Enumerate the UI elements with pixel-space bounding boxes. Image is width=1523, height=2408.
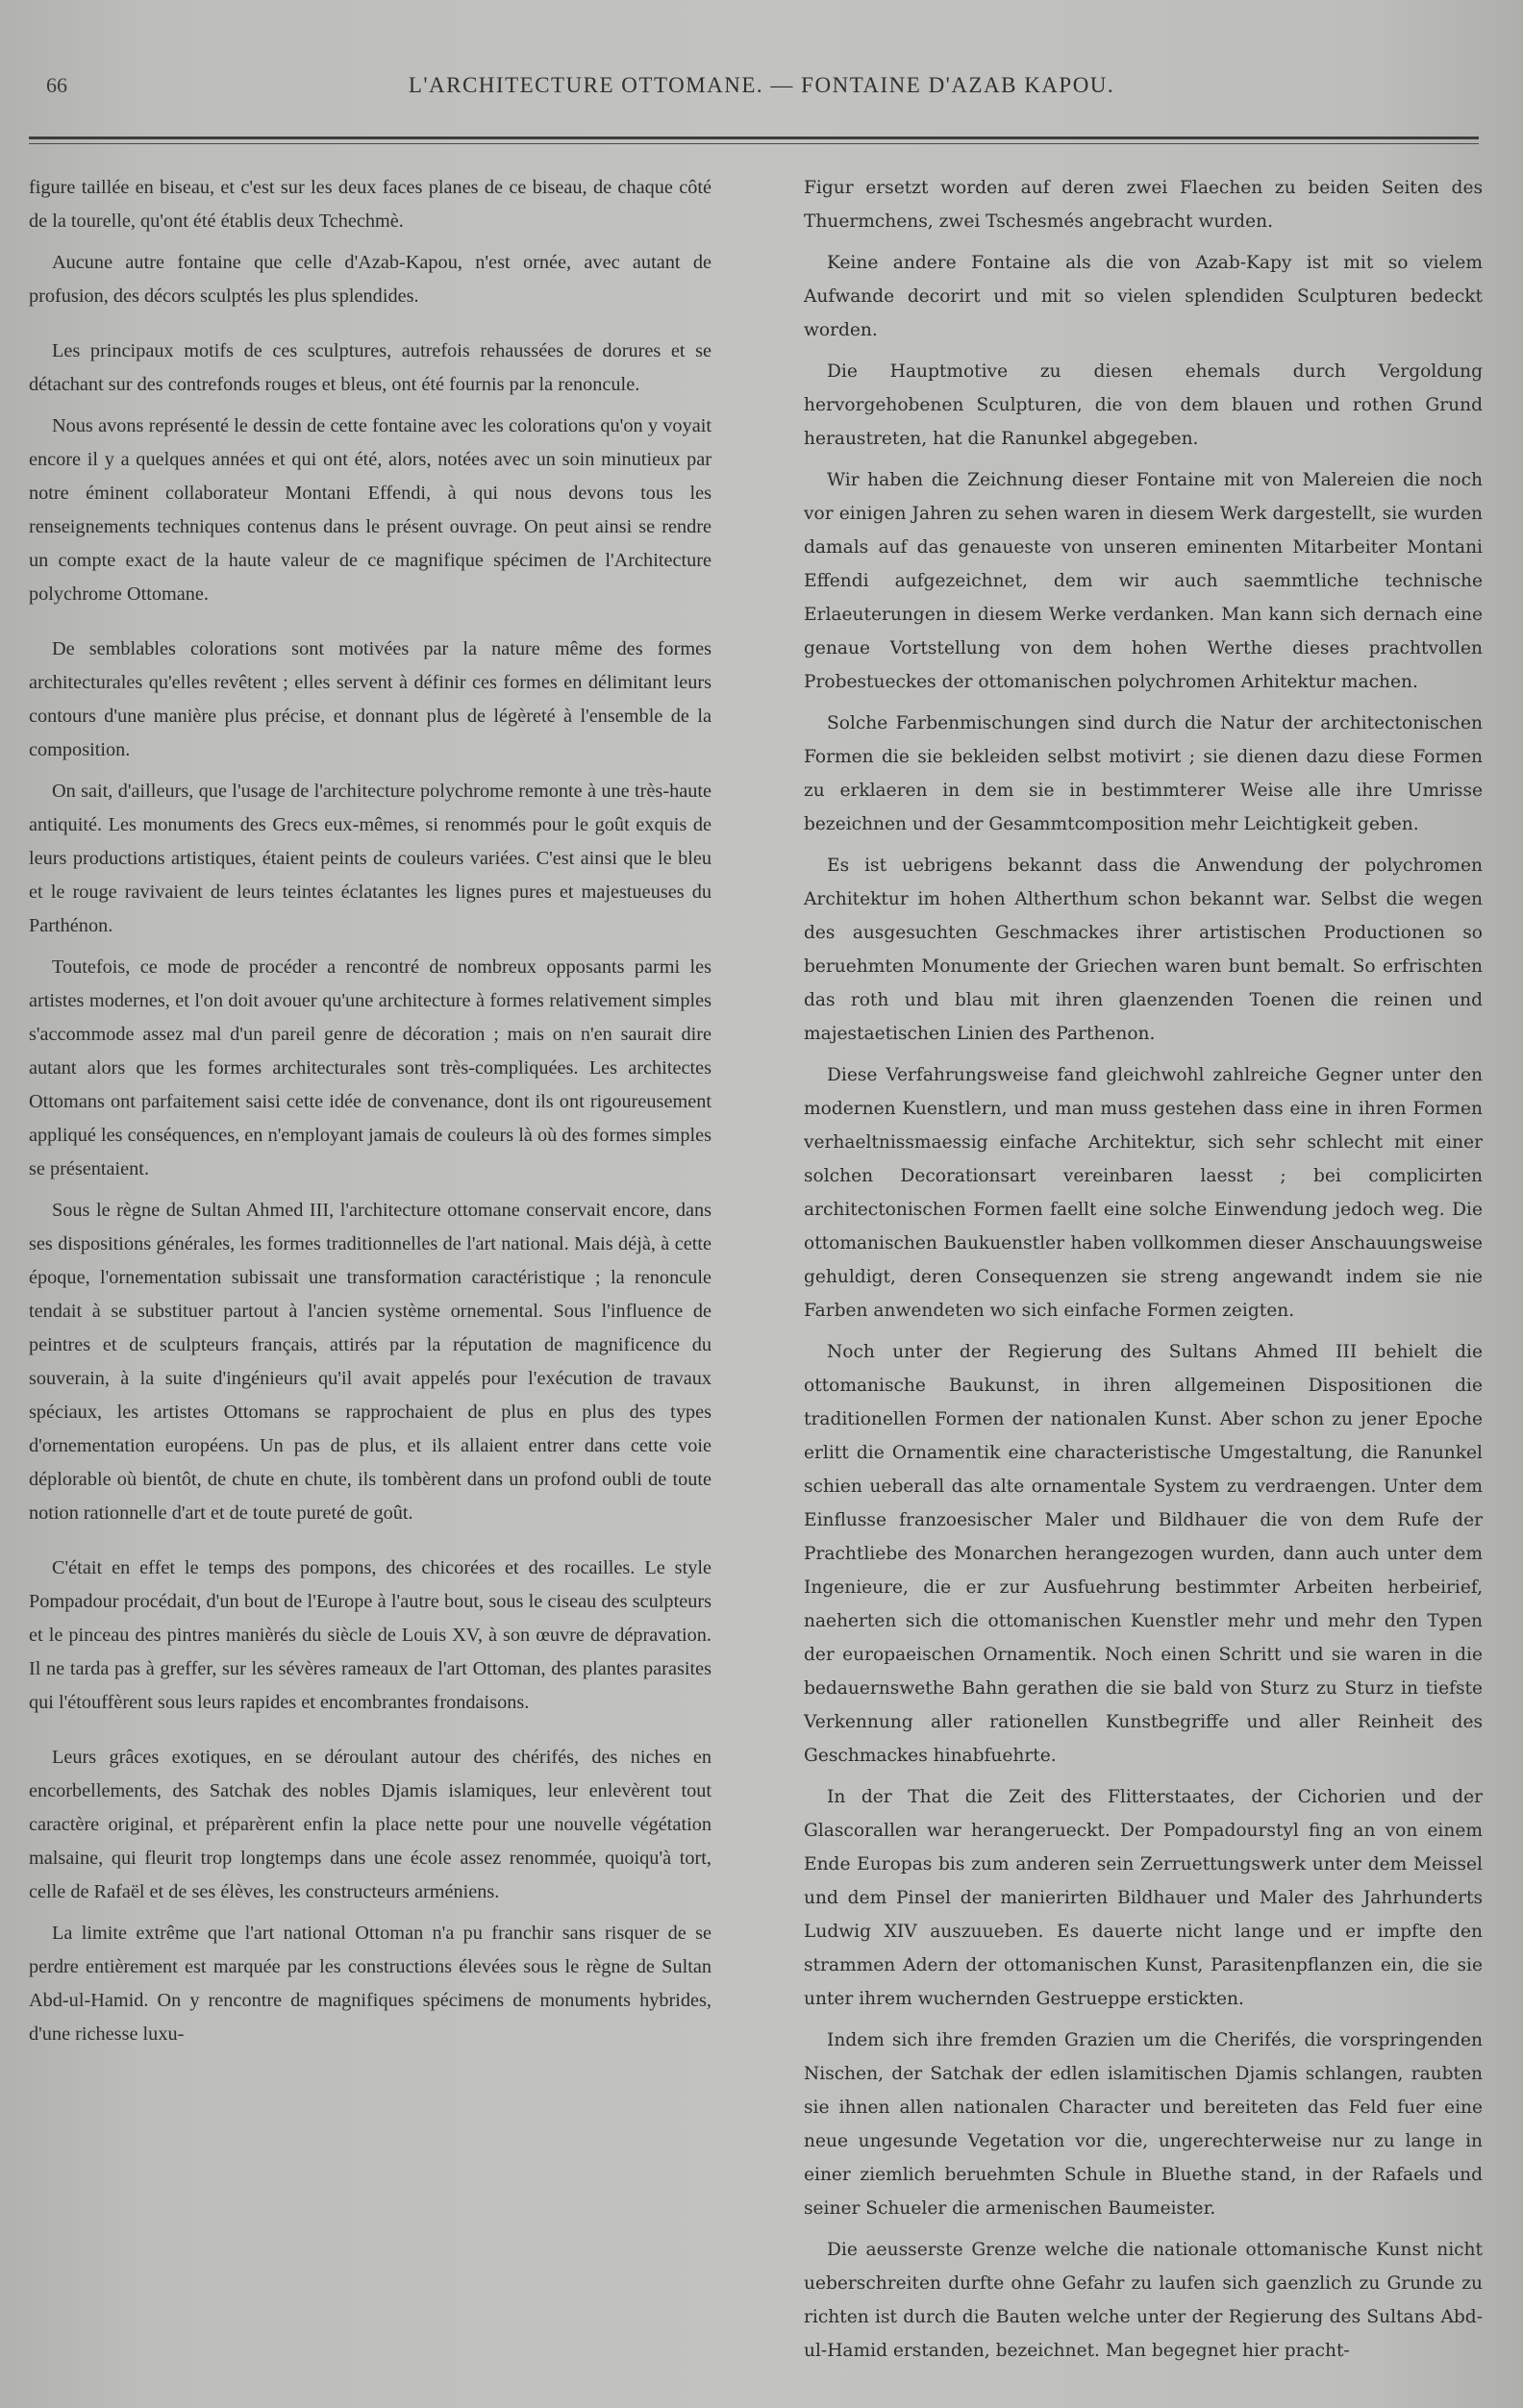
paragraph: Nous avons représenté le dessin de cette fontaine avec les colorations qu'on y voyait encore il y a quelques années et qui ont été, alors, notées avec un soin minutieux par notre éminent collaborateur Montani Effendi, à qui nous devons tous les renseignements techniques contenus dans le présent ouvrage. On peut ainsi se rendre un compte exact de la haute valeur de ce magnifique spécimen de l'Architecture polychrome Ottomane. [29,415,712,605]
paragraph: Les principaux motifs de ces sculptures, autrefois rehaussées de dorures et se détachant sur des contrefonds rouges et bleus, ont été fournis par la renoncule. [29,340,712,395]
french-column [29,171,712,2059]
paragraph: Diese Verfahrungsweise fand gleichwohl zahlreiche Gegner unter den modernen Kuenstlern, und man muss gestehen dass eine in ihren Formen verhaeltnissmaessig einfache Architektur, sich sehr schlecht mit einer solchen Decorationsart vereinbaren laesst ; bei complicirten architectonischen Formen faellt eine solche Einwendung jedoch weg. Die ottomanischen Baukuenstler haben vollkommen dieser Anschauungsweise gehuldigt, deren Consequenzen sie streng angewandt indem sie nie Farben anwendeten wo sich einfache Formen zeigten. [804,1065,1483,1321]
paragraph: Es ist uebrigens bekannt dass die Anwendung der polychromen Architektur im hohen Altherthum schon bekannt war. Selbst die wegen des ausgesuchten Geschmackes ihrer artistischen Productionen so beruehmten Monumente der Griechen waren bunt bemalt. So erfrischten das roth und blau mit ihren glaenzenden Toenen die reinen und majestaetischen Linien des Parthenon. [804,856,1483,1044]
paragraph: La limite extrême que l'art national Ottoman n'a pu franchir sans risquer de se perdre entièrement est marquée par les constructions élevées sous le règne de Sultan Abd-ul-Hamid. On y rencontre de magnifiques spécimens de monuments hybrides, d'une richesse luxu- [29,1923,712,2045]
paragraph: Keine andere Fontaine als die von Azab-Kapy ist mit so vielem Aufwande decorirt und mit so vielen splendiden Sculpturen bedeckt worden. [804,253,1483,340]
page-number: 66 [46,73,67,97]
paragraph: Leurs grâces exotiques, en se déroulant autour des chérifés, des niches en encorbellements, des Satchak des nobles Djamis islamiques, leur enlevèrent tout caractère original, et préparèrent enfin la place nette pour une nouvelle végétation malsaine, qui fleurit trop longtemps dans une école assez renommée, quoiqu'à tort, celle de Rafaël et de ses élèves, les constructeurs arméniens. [29,1747,712,1902]
paragraph: De semblables colorations sont motivées par la nature même des formes architecturales qu'elles revêtent ; elles servent à définir ces formes en délimitant leurs contours d'une manière plus précise, et donnant plus de légèreté à l'ensemble de la composition. [29,638,712,760]
page-header [46,67,1477,106]
header-rule-thin [29,143,1479,144]
paragraph: Figur ersetzt worden auf deren zwei Flaechen zu beiden Seiten des Thuermchens, zwei Tschesmés angebracht wurden. [804,178,1483,232]
paragraph: Aucune autre fontaine que celle d'Azab-Kapou, n'est ornée, avec autant de profusion, des décors sculptés les plus splendides. [29,252,712,307]
paragraph: Wir haben die Zeichnung dieser Fontaine mit von Malereien die noch vor einigen Jahren zu sehen waren in diesem Werk dargestellt, sie wurden damals auf das genaueste von unseren eminenten Mitarbeiter Montani Effendi aufgezeichnet, dem wir auch saemmtliche technische Erlaeuterungen in diesem Werke verdanken. Man kann sich dernach eine genaue Vortstellung von dem hohen Werthe dieses prachtvollen Probestueckes der ottomanischen polychromen Arhitektur machen. [804,470,1483,692]
paragraph: Die Hauptmotive zu diesen ehemals durch Vergoldung hervorgehobenen Sculpturen, die von dem blauen und rothen Grund heraustreten, hat die Ranunkel abgegeben. [804,361,1483,449]
paragraph: Die aeusserste Grenze welche die nationale ottomanische Kunst nicht ueberschreiten durfte ohne Gefahr zu laufen sich gaenzlich zu Grunde zu richten ist durch die Bauten welche unter der Regierung des Sultans Abd-ul-Hamid erstanden, bezeichnet. Man begegnet hier pracht- [804,2240,1483,2361]
header-rule-thick [29,137,1479,139]
paragraph: Noch unter der Regierung des Sultans Ahmed III behielt die ottomanische Baukunst, in ihren allgemeinen Dispositionen die traditionellen Formen der nationalen Kunst. Aber schon zu jener Epoche erlitt die Ornamentik eine characteristische Umgestaltung, die Ranunkel schien ueberall das alte ornamentale System zu verdraengen. Unter dem Einflusse franzoesischer Maler und Bildhauer die von dem Rufe der Prachtliebe des Monarchen herangezogen wurden, dann auch unter dem Ingenieure, die er zur Ausfuehrung bestimmter Arbeiten herbeirief, naeherten sich die ottomanischen Kuenstler mehr und mehr den Typen der europaeischen Ornamentik. Noch einen Schritt und sie waren in die bedauernswethe Bahn gerathen die sie bald von Sturz zu Sturz in tiefste Verkennung aller rationellen Kunstbegriffe und aller Reinheit des Geschmackes hinabfuehrte. [804,1342,1483,1766]
german-column [804,171,1483,2375]
paragraph: On sait, d'ailleurs, que l'usage de l'architecture polychrome remonte à une très-haute antiquité. Les monuments des Grecs eux-mêmes, si renommés pour le goût exquis de leurs productions artistiques, étaient peints de couleurs variées. C'est ainsi que le bleu et le rouge ravivaient de leurs teintes éclatantes les lignes pures et majestueuses du Parthénon. [29,781,712,936]
paragraph: Sous le règne de Sultan Ahmed III, l'architecture ottomane conservait encore, dans ses dispositions générales, les formes traditionnelles de l'art national. Mais déjà, à cette époque, l'ornementation subissait une transformation caractéristique ; la renoncule tendait à se substituer partout à l'ancien système ornemental. Sous l'influence de peintres et de sculpteurs français, attirés par la réputation de magnificence du souverain, à la suite d'ingénieurs qu'il avait appelés pour l'exécution de travaux spéciaux, les artistes Ottomans se rapprochaient de plus en plus des types d'ornementation européens. Un pas de plus, et ils allaient entrer dans cette voie déplorable où bientôt, de chute en chute, ils tombèrent dans un profond oubli de toute notion rationnelle d'art et de toute pureté de goût. [29,1200,712,1524]
paragraph: C'était en effet le temps des pompons, des chicorées et des rocailles. Le style Pompadour procédait, d'un bout de l'Europe à l'autre bout, sous le ciseau des sculpteurs et le pinceau des pintres manièrés du siècle de Louis XV, à son œuvre de dépravation. Il ne tarda pas à greffer, sur les sévères rameaux de l'art Ottoman, des plantes parasites qui l'étouffèrent sous leurs rapides et encombrantes frondaisons. [29,1557,712,1713]
paragraph: Toutefois, ce mode de procéder a rencontré de nombreux opposants parmi les artistes modernes, et l'on doit avouer qu'une architecture à formes relativement simples s'accommode assez mal d'un pareil genre de décoration ; mais on n'en saurait dire autant alors que les formes architecturales sont très-compliquées. Les architectes Ottomans ont parfaitement saisi cette idée de convenance, dont ils ont rigoureusement appliqué les conséquences, en n'employant jamais de couleurs là où des formes simples se présentaient. [29,956,712,1179]
paragraph: figure taillée en biseau, et c'est sur les deux faces planes de ce biseau, de chaque côté de la tourelle, qu'ont été établis deux Tchechmè. [29,177,712,232]
paragraph: In der That die Zeit des Flitterstaates, der Cichorien und der Glascorallen war herangerueckt. Der Pompadourstyl fing an von einem Ende Europas bis zum anderen sein Zerruettungswerk unter dem Meissel und dem Pinsel der manierirten Bildhauer und Maler des Jahrhunderts Ludwig XIV auszuueben. Es dauerte nicht lange und er impfte den strammen Adern der ottomanischen Kunst, Parasitenpflanzen ein, die sie unter ihrem wuchernden Gestrueppe erstickten. [804,1787,1483,2009]
paragraph: Solche Farbenmischungen sind durch die Natur der architectonischen Formen die sie bekleiden selbst motivirt ; sie dienen dazu diese Formen zu erklaeren in dem sie in bestimmterer Weise alle ihre Umrisse bezeichnen und der Gesammtcomposition mehr Leichtigkeit geben. [804,713,1483,834]
paragraph: Indem sich ihre fremden Grazien um die Cherifés, die vorspringenden Nischen, der Satchak der edlen islamitischen Djamis schlangen, raubten sie ihnen allen nationalen Character und bereiteten das Feld fuer eine neue ungesunde Vegetation vor die, ungerechterweise nur zu lange in einer ziemlich beruehmten Schule in Bluethe stand, in der Rafaels und seiner Schueler die armenischen Baumeister. [804,2030,1483,2219]
running-title: L'ARCHITECTURE OTTOMANE. — FONTAINE D'AZAB KAPOU. [408,73,1115,97]
